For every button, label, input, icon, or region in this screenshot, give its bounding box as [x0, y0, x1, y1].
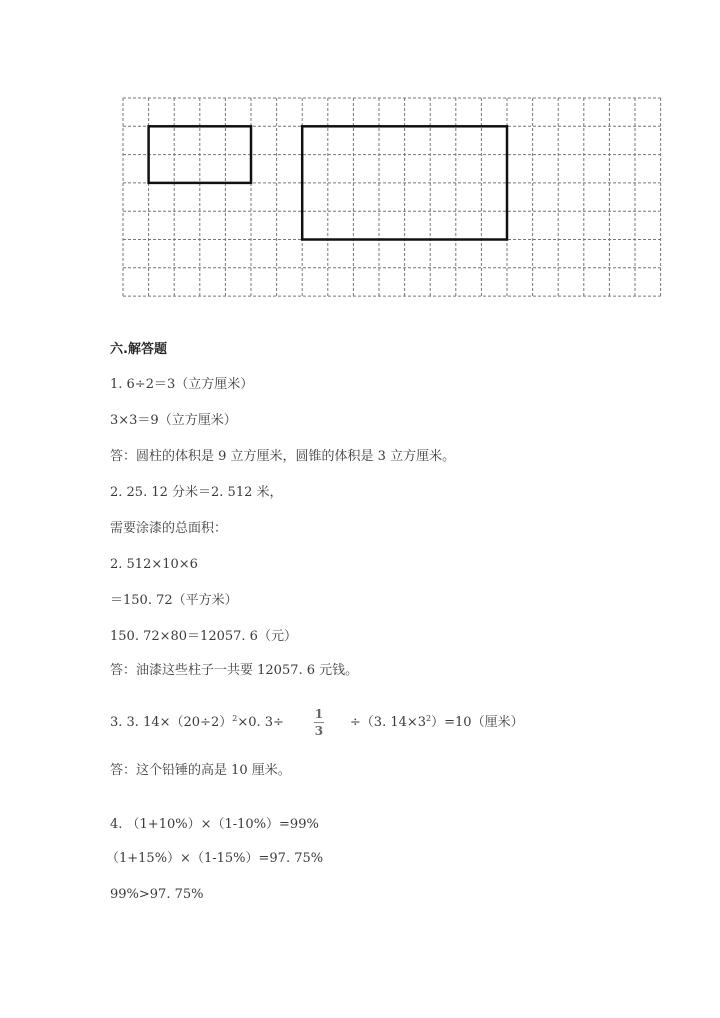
q1-line1: 1. 6÷2＝3（立方厘米） [110, 377, 254, 392]
q2-line3: 2. 512×10×6 [110, 557, 198, 572]
q2-line4: ＝150. 72（平方米） [110, 593, 238, 608]
grid-figure [122, 97, 662, 297]
q4-line2: （1+15%）×（1-15%）=97. 75% [106, 851, 324, 866]
fraction-denominator: 3 [314, 724, 324, 738]
dashed-grid [122, 97, 662, 297]
q2-answer: 答：油漆这些柱子一共要 12057. 6 元钱。 [110, 663, 359, 678]
q3-part4: ）=10（厘米） [431, 715, 524, 730]
q2-line2: 需要涂漆的总面积： [110, 521, 228, 536]
fraction-bar [314, 722, 324, 723]
q2-line1: 2. 25. 12 分米＝2. 512 米， [110, 485, 283, 500]
q1-answer: 答：圆柱的体积是 9 立方厘米，圆锥的体积是 3 立方厘米。 [110, 449, 456, 464]
section-title: 六.解答题 [110, 342, 167, 357]
q3-part3: ÷（3. 14×3 [349, 715, 427, 730]
q3-part2: ×0. 3÷ [237, 715, 284, 730]
q3-answer: 答：这个铅锤的高是 10 厘米。 [110, 763, 291, 778]
q2-line5: 150. 72×80＝12057. 6（元） [110, 629, 297, 644]
q3-part1: 3. 3. 14×（20÷2） [110, 715, 233, 730]
q4-line3: 99%>97. 75% [110, 887, 204, 902]
q3-equation [110, 702, 524, 740]
q4-line1: 4. （1+10%）×（1-10%）=99% [110, 817, 319, 832]
q3-exponent1: 2 [232, 714, 238, 723]
q3-exponent2: 2 [426, 714, 432, 723]
q1-line2: 3×3＝9（立方厘米） [110, 413, 237, 428]
fraction-one-third [314, 707, 324, 738]
fraction-numerator: 1 [314, 707, 324, 721]
